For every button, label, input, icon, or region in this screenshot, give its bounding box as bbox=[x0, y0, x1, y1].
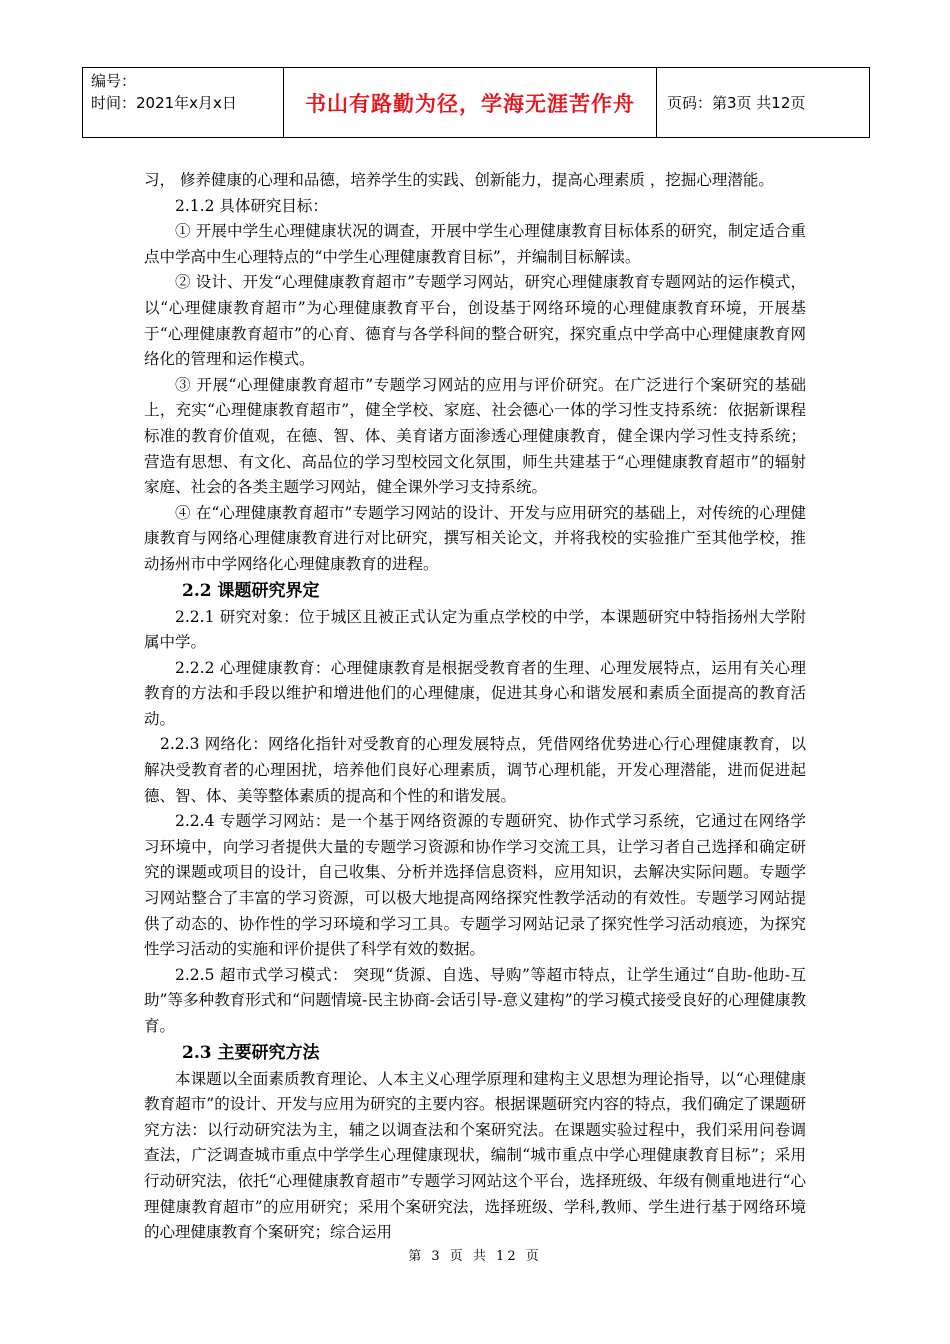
header-motto-cell bbox=[284, 68, 657, 137]
header-page-cell bbox=[657, 68, 869, 137]
document-number-label: 编号： bbox=[91, 72, 137, 90]
paragraph: ② 设计、开发“心理健康教育超市”专题学习网站，研究心理健康教育专题网站的运作模式，以“心理健康教育超市”为心理健康教育平台，创设基于网络环境的心理健康教育环境，开展基于“心理健康教育超市”的心育、德育与各学科间的整合研究，探究重点中学高中心理健康教育网络化的管理和运作模式。 bbox=[144, 273, 806, 369]
header-table bbox=[82, 67, 870, 138]
document-body bbox=[144, 168, 806, 1246]
document-time-label: 时间：2021年x月x日 bbox=[91, 94, 237, 112]
section-heading-2-3: 2.3 主要研究方法 bbox=[182, 1042, 320, 1063]
paragraph: 2.2.1 研究对象：位于城区且被正式认定为重点学校的中学，本课题研究中特指扬州大学附属中学。 bbox=[144, 607, 806, 652]
paragraph: ① 开展中学生心理健康状况的调查，开展中学生心理健康教育目标体系的研究，制定适合重点中学高中生心理特点的“中学生心理健康教育目标”，并编制目标解读。 bbox=[144, 222, 806, 266]
paragraph: 习， 修养健康的心理和品德，培养学生的实践、创新能力，提高心理素质 ，挖掘心理潜能。 bbox=[144, 171, 774, 189]
paragraph: ③ 开展“心理健康教育超市”专题学习网站的应用与评价研究。在广泛进行个案研究的基础上，充实“心理健康教育超市”，健全学校、家庭、社会德心一体的学习性支持系统：依据新课程标准的教育价值观，在德、智、体、美育诸方面渗透心理健康教育，健全课内学习性支持系统；营造有思想、有文化、高品位的学习型校园文化氛围，师生共建基于“心理健康教育超市”的辐射家庭、社会的各类主题学习网站，健全课外学习支持系统。 bbox=[144, 375, 806, 497]
paragraph: 2.2.5 超市式学习模式： 突现“货源、自选、导购”等超市特点，让学生通过“自助-他助-互助”等多种教育形式和“问题情境-民主协商-会话引导-意义建构”的学习模式接受良好的心理健康教育。 bbox=[144, 965, 806, 1035]
motto-text: 书山有路勤为径，学海无涯苦作舟 bbox=[305, 91, 635, 116]
paragraph: 2.2.3 网络化：网络化指针对受教育的心理发展特点，凭借网络优势进心行心理健康教育，以解决受教育者的心理困扰，培养他们良好心理素质，调节心理机能，开发心理潜能，进而促进起德、智、体、美等整体素质的提高和个性的和谐发展。 bbox=[144, 735, 806, 805]
page-footer: 第 3 页 共 12 页 bbox=[408, 1249, 542, 1264]
subheading-2-1-2: 2.1.2 具体研究目标： bbox=[175, 196, 328, 215]
paragraph: 2.2.4 专题学习网站：是一个基于网络资源的专题研究、协作式学习系统，它通过在网络学习环境中，向学习者提供大量的专题学习资源和协作学习交流工具，让学习者自己选择和确定研究的课题或项目的设计，自己收集、分析并选择信息资料，应用知识，去解决实际问题。专题学习网站整合了丰富的学习资源，可以极大地提高网络探究性教学活动的有效性。专题学习网站提供了动态的、协作性的学习环境和学习工具。专题学习网站记录了探究性学习活动痕迹，为探究性学习活动的实施和评价提供了科学有效的数据。 bbox=[144, 812, 806, 959]
paragraph: ④ 在“心理健康教育超市”专题学习网站的设计、开发与应用研究的基础上，对传统的心理健康教育与网络心理健康教育进行对比研究，撰写相关论文，并将我校的实验推广至其他学校，推动扬州市中学网络化心理健康教育的进程。 bbox=[144, 503, 806, 573]
paragraph: 本课题以全面素质教育理论、人本主义心理学原理和建构主义思想为理论指导，以“心理健康教育超市”的设计、开发与应用为研究的主要内容。根据课题研究内容的特点，我们确定了课题研究方法：以行动研究法为主，辅之以调查法和个案研究法。在课题实验过程中，我们采用问卷调查法，广泛调查城市重点中学学生心理健康现状，编制“城市重点中学心理健康教育目标”；采用行动研究法，依托“心理健康教育超市”专题学习网站这个平台，选择班级、年级有侧重地进行“心理健康教育超市”的应用研究；采用个案研究法，选择班级、学科,教师、学生进行基于网络环境的心理健康教育个案研究；综合运用 bbox=[144, 1069, 806, 1242]
page-info: 页码：第3页 共12页 bbox=[667, 94, 806, 112]
paragraph: 2.2.2 心理健康教育：心理健康教育是根据受教育者的生理、心理发展特点，运用有关心理教育的方法和手段以维护和增进他们的心理健康，促进其身心和谐发展和素质全面提高的教育活动。 bbox=[144, 658, 806, 728]
section-heading-2-2: 2.2 课题研究界定 bbox=[182, 580, 320, 601]
header-info-cell bbox=[83, 68, 284, 137]
